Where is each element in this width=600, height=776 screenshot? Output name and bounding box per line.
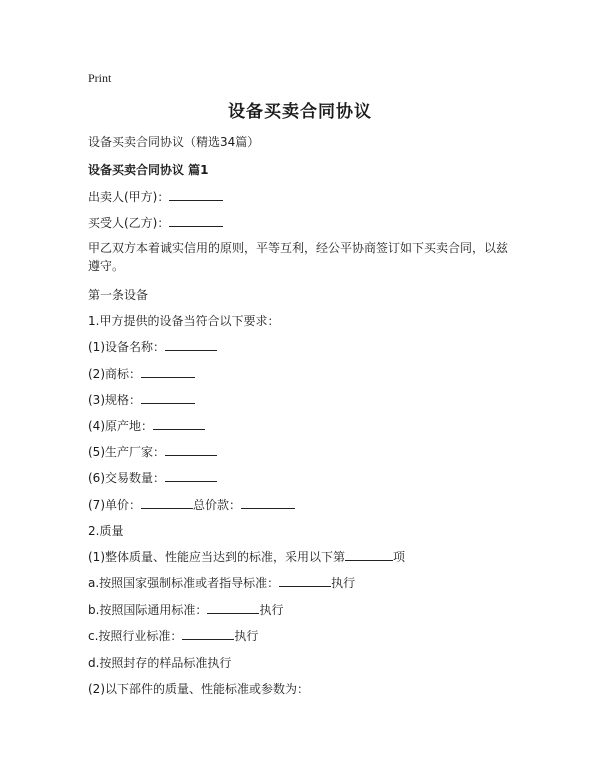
total-price-blank <box>241 496 295 509</box>
quality-option-c-blank <box>182 627 234 640</box>
item-price-label: (7)单价： <box>88 498 141 512</box>
article-1: 第一条设备 <box>88 288 149 302</box>
item-maker <box>88 443 217 461</box>
buyer-line <box>88 214 223 232</box>
item-brand-label: (2)商标： <box>88 367 141 381</box>
quality-option-c <box>88 627 258 645</box>
item-brand <box>88 365 195 383</box>
print-label: Print <box>88 71 112 85</box>
document-title: 设备买卖合同协议 <box>228 102 372 122</box>
quality-option-a-blank <box>279 574 331 587</box>
item-origin-label: (4)原产地： <box>88 419 153 433</box>
item-maker-blank <box>165 443 217 456</box>
quality-item-1-suffix: 项 <box>393 550 406 564</box>
quality-option-a-text: a.按照国家强制标准或者指导标准： <box>88 576 280 590</box>
quality-option-c-text: c.按照行业标准： <box>88 629 183 643</box>
item-name-blank <box>165 338 217 351</box>
quality-item-1-blank <box>345 548 393 561</box>
quality-option-d: d.按照封存的样品标准执行 <box>88 656 232 670</box>
total-price-label: 总价款： <box>193 498 242 512</box>
buyer-blank <box>169 214 223 227</box>
quality-option-c-suffix: 执行 <box>234 629 259 643</box>
item-qty-label: (6)交易数量： <box>88 471 165 485</box>
item-origin <box>88 417 205 435</box>
quality-item-1 <box>88 548 405 566</box>
item-origin-blank <box>153 417 205 430</box>
quality-heading: 2.质量 <box>88 524 124 538</box>
quality-option-a <box>88 574 355 592</box>
item-spec-label: (3)规格： <box>88 393 141 407</box>
quality-option-b-text: b.按照国际通用标准： <box>88 603 208 617</box>
item-maker-label: (5)生产厂家： <box>88 445 165 459</box>
unit-price-blank <box>141 496 193 509</box>
requirement-1: 1.甲方提供的设备当符合以下要求： <box>88 314 280 328</box>
quality-item-1-text: (1)整体质量、性能应当达到的标准，采用以下第 <box>88 550 345 564</box>
item-qty <box>88 469 217 487</box>
subtitle: 设备买卖合同协议（精选34篇） <box>88 135 260 149</box>
item-brand-blank <box>141 365 195 378</box>
item-name <box>88 338 217 356</box>
quality-option-b-suffix: 执行 <box>259 603 284 617</box>
seller-label: 出卖人(甲方)： <box>88 190 170 204</box>
quality-option-a-suffix: 执行 <box>331 576 356 590</box>
item-spec <box>88 391 195 409</box>
item-qty-blank <box>165 469 217 482</box>
quality-option-b <box>88 601 283 619</box>
intro-paragraph: 甲乙双方本着诚实信用的原则，平等互利，经公平协商签订如下买卖合同，以兹遵守。 <box>88 241 509 273</box>
section-heading: 设备买卖合同协议 篇1 <box>88 163 209 177</box>
item-price <box>88 496 295 514</box>
quality-item-2: (2)以下部件的质量、性能标准或参数为： <box>88 682 309 696</box>
item-name-label: (1)设备名称： <box>88 340 165 354</box>
seller-blank <box>169 188 223 201</box>
quality-option-b-blank <box>207 601 259 614</box>
item-spec-blank <box>141 391 195 404</box>
seller-line <box>88 188 223 206</box>
buyer-label: 买受人(乙方)： <box>88 216 170 230</box>
